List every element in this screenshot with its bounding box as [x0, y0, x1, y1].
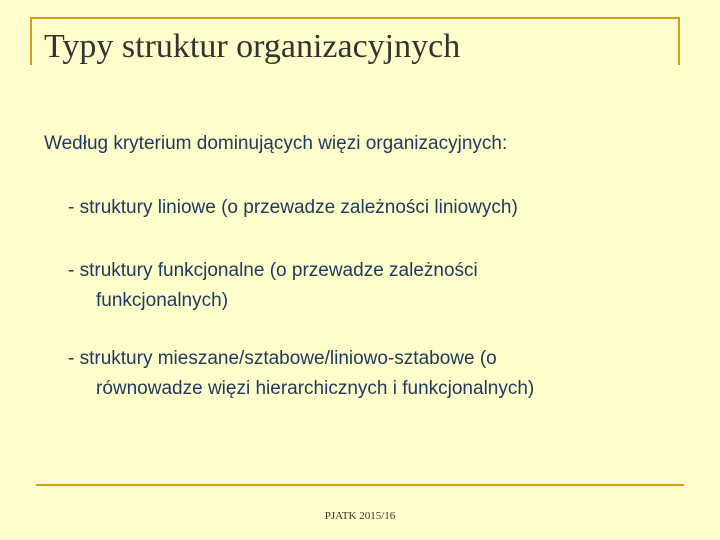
footer-rule	[36, 484, 684, 486]
title-frame-top-rule	[30, 17, 680, 19]
list-item-text: - struktury mieszane/sztabowe/liniowo-sztabowe (o	[68, 348, 497, 369]
list-item-text: - struktury funkcjonalne (o przewadze zależności	[68, 260, 478, 281]
list-item-continuation: funkcjonalnych)	[96, 290, 229, 311]
list-item-text: - struktury liniowe (o przewadze zależności liniowych)	[68, 197, 518, 218]
list-item	[68, 193, 518, 223]
list-item	[68, 256, 478, 316]
title-frame-right-rule	[678, 17, 680, 65]
slide-subtitle: Według kryterium dominujących więzi organizacyjnych:	[44, 133, 508, 154]
slide-title: Typy struktur organizacyjnych	[44, 28, 461, 65]
title-frame-left-rule	[30, 17, 32, 65]
footer-text: PJATK 2015/16	[324, 510, 396, 522]
list-item-continuation: równowadze więzi hierarchicznych i funkcjonalnych)	[96, 378, 535, 399]
list-item	[68, 344, 534, 404]
